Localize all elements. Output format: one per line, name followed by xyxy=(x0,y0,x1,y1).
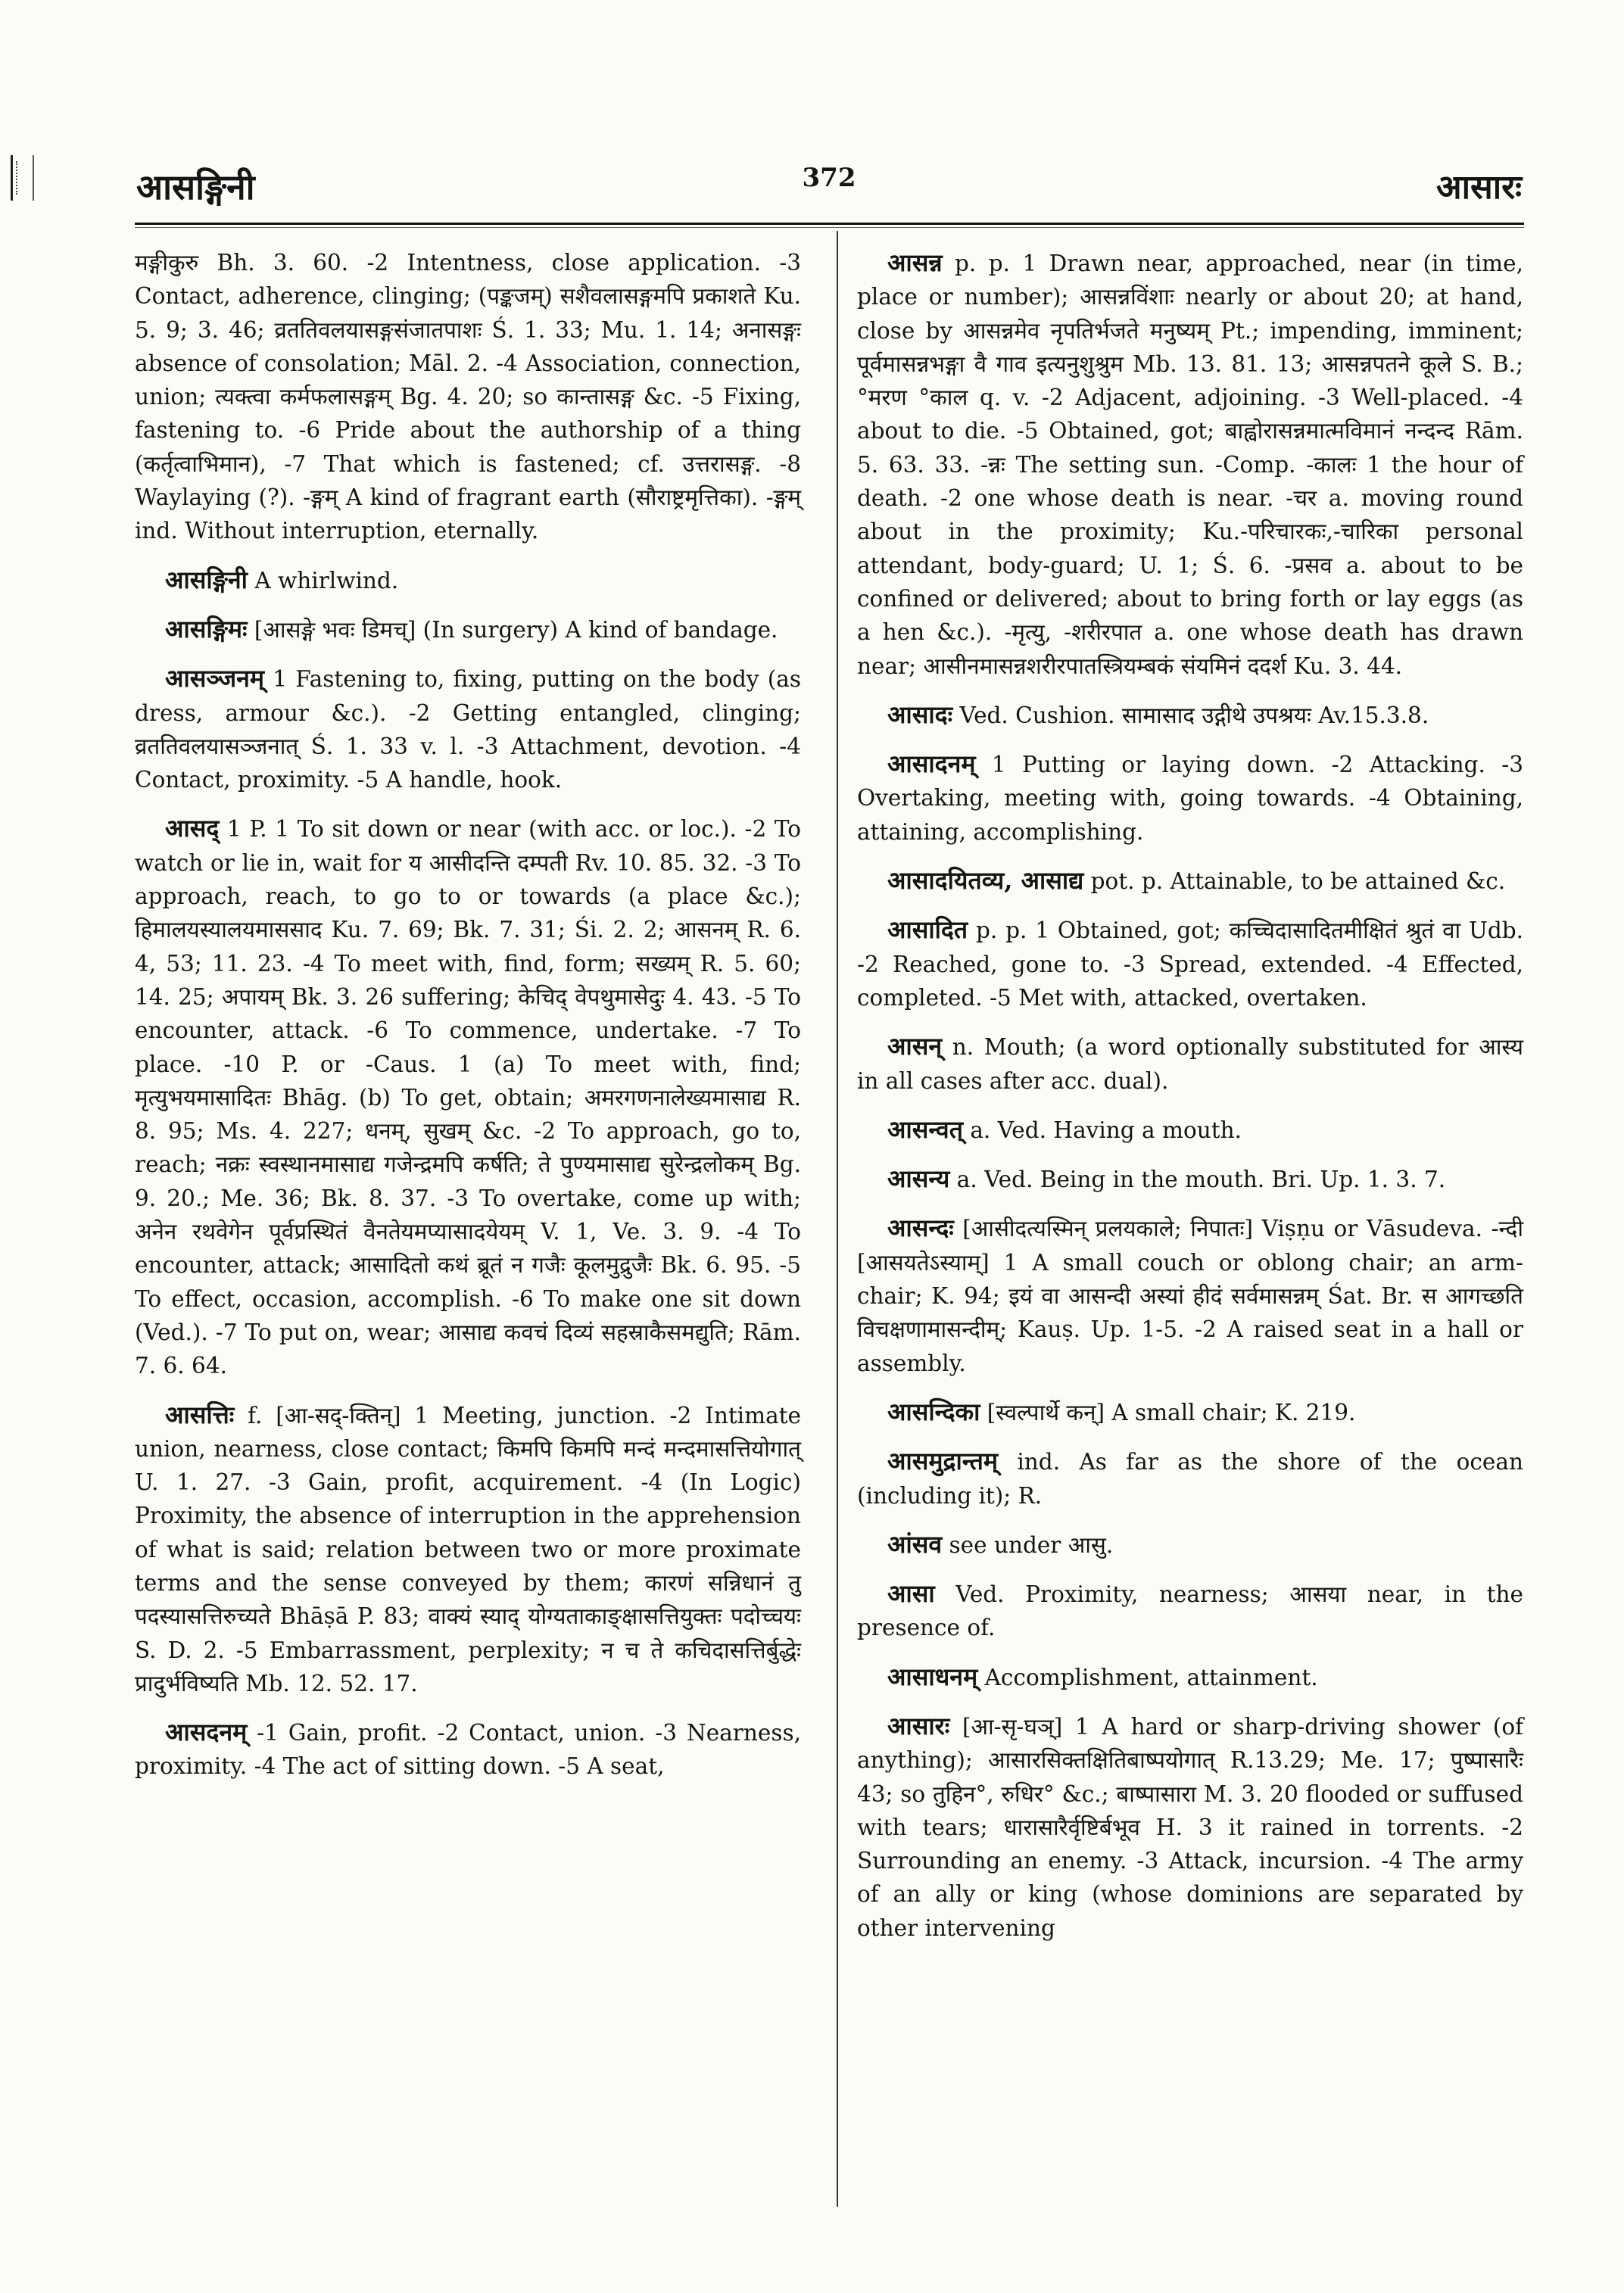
dictionary-entry xyxy=(857,1577,1523,1645)
dictionary-entry xyxy=(135,662,801,796)
dictionary-entry xyxy=(857,1709,1523,1945)
entry-definition: -1 Gain, profit. -2 Contact, union. -3 Nearness, proximity. -4 The act of sitting down. -5 A seat, xyxy=(135,1720,802,1780)
entry-definition: 1 Fastening to, fixing, putting on the body (as dress, armour &c.). -2 Getting entangled, clinging; व्रततिवलयासञ्जनात् Ś. 1. 33 v. l. -3 Attachment, devotion. -4 Contact, proximity. -5 A handle, hook. xyxy=(135,666,801,793)
entry-definition: p. p. 1 Obtained, got; कच्चिदासादितमीक्षितं श्रुतं वा Udb. -2 Reached, gone to. -3 Spread, extended. -4 Effected, completed. -5 Met with, attacked, overtaken. xyxy=(857,918,1523,1011)
column-divider xyxy=(837,231,838,2207)
entry-headword: आसन्वत् xyxy=(887,1114,963,1144)
entry-headword: आसङ्गिनी xyxy=(165,565,248,594)
entry-definition: Ved. Cushion. सामासाद उद्गीथे उपश्रयः Av.15.3.8. xyxy=(959,702,1429,728)
entry-definition: [स्वल्पार्थे कन्] A small chair; K. 219. xyxy=(987,1399,1356,1425)
header-left-guideword: आसङ्गिनी xyxy=(136,167,255,207)
entry-headword: आसन्य xyxy=(887,1164,950,1194)
dictionary-entry xyxy=(857,747,1523,849)
entry-headword: आसत्तिः xyxy=(165,1400,235,1429)
entry-definition: pot. p. Attainable, to be attained &c. xyxy=(1090,868,1506,895)
entry-headword: आसा xyxy=(887,1579,935,1609)
left-column xyxy=(135,246,801,1799)
entry-headword: आसादयितव्य, आसाद्य xyxy=(887,866,1084,896)
header-rule xyxy=(135,223,1524,225)
entry-headword: आसाधनम् xyxy=(887,1662,978,1691)
dictionary-entry xyxy=(857,913,1523,1014)
entry-headword: आंसव xyxy=(887,1529,943,1559)
entry-headword: आसादित xyxy=(887,915,968,945)
entry-definition: A whirlwind. xyxy=(254,567,399,594)
dictionary-entry xyxy=(857,1444,1523,1513)
dictionary-entry xyxy=(857,1211,1523,1379)
header-rule-thin xyxy=(135,227,1524,228)
entry-headword: आसन् xyxy=(887,1032,943,1061)
entry-headword: आसदनम् xyxy=(165,1718,248,1747)
page-header xyxy=(136,151,1522,220)
dictionary-entry xyxy=(857,1113,1523,1147)
entry-definition: p. p. 1 Drawn near, approached, near (in time, place or number); आसन्नविंशाः nearly or about 20; at hand, close by आसन्नमेव नृपतिर्भजते मनुष्यम् Pt.; impending, imminent; पूर्वमासन्नभङ्गा वै गाव इत्यनुशुश्रुम Mb. 13. 81. 13; आसन्नपतने कूले S. B.; °मरण °काल q. v. -2 Adjacent, adjoining. -3 Well-placed. -4 about to die. -5 Obtained, got; बाह्वोरासन्नमात्मविमानं नन्दन्द Rām. 5. 63. 33. -न्नः The setting sun. -Comp. -कालः 1 the hour of death. -2 one whose death is near. -चर a. moving round about in the proximity; Ku.-परिचारकः,-चारिका personal attendant, body-guard; U. 1; Ś. 6. -प्रसव a. about to be confined or delivered; about to bring forth or lay eggs (as a hen &c.). -मृत्यु, -शरीरपात a. one whose death has drawn near; आसीनमासन्नशरीरपातस्त्रियम्बकं संयमिनं ददर्श Ku. 3. 44. xyxy=(857,251,1523,679)
entry-headword: आसारः xyxy=(887,1711,950,1740)
entry-definition: Ved. Proximity, nearness; आसया near, in the presence of. xyxy=(857,1581,1523,1641)
dictionary-entry xyxy=(857,1030,1523,1098)
dictionary-entry xyxy=(857,698,1523,732)
entry-definition: मङ्गीकुरु Bh. 3. 60. -2 Intentness, close application. -3 Contact, adherence, clinging; (पङ्कजम्) सशैवलासङ्गमपि प्रकाशते Ku. 5. 9; 3. 46; व्रततिवलयासङ्गसंजातपाशः Ś. 1. 33; Mu. 1. 14; अनासङ्गः absence of consolation; Māl. 2. -4 Association, connection, union; त्यक्त्वा कर्मफलासङ्गम् Bg. 4. 20; so कान्तासङ्ग &c. -5 Fixing, fastening to. -6 Pride about the authorship of a thing (कर्तृत्वाभिमान), -7 That which is fastened; cf. उत्तरासङ्ग. -8 Waylaying (?). -ङ्गम् A kind of fragrant earth (सौराष्ट्रमृत्तिका). -ङ्गम् ind. Without interruption, eternally. xyxy=(135,250,801,544)
entry-headword: आसद् xyxy=(165,814,220,843)
entry-definition: [आसीदत्यस्मिन् प्रलयकाले; निपातः] Viṣṇu or Vāsudeva. -न्दी [आसयतेऽस्याम्] 1 A small couch or oblong chair; an arm-chair; K. 94; इयं वा आसन्दी अस्यां हीदं सर्वमासन्नम् Śat. Br. स आगच्छति विचक्षणामासन्दीम्; Kauṣ. Up. 1-5. -2 A raised seat in a hall or assembly. xyxy=(857,1216,1523,1376)
page-number: 372 xyxy=(802,163,856,193)
dictionary-entry xyxy=(135,563,801,597)
binding-margin-mark xyxy=(11,155,34,201)
dictionary-entry xyxy=(135,812,801,1382)
dictionary-entry xyxy=(857,1660,1523,1694)
entry-definition: see under आसु. xyxy=(949,1531,1114,1558)
entry-definition: a. Ved. Having a mouth. xyxy=(970,1117,1242,1143)
entry-headword: आसञ्जनम् xyxy=(165,664,264,693)
entry-definition: a. Ved. Being in the mouth. Bri. Up. 1. 3. 7. xyxy=(956,1167,1446,1193)
entry-definition: ind. As far as the shore of the ocean (including it); R. xyxy=(857,1449,1523,1509)
entry-definition: Accomplishment, attainment. xyxy=(984,1664,1318,1690)
entry-definition: [आ-सृ-घञ्] 1 A hard or sharp-driving shower (of anything); आसारसिक्तक्षितिबाष्पयोगात् R.13.29; Me. 17; पुष्पासारैः 43; so तुहिन°, रुधिर° &c.; बाष्पासारा M. 3. 20 flooded or suffused with tears; धारासारैर्वृष्टिर्बभूव H. 3 it rained in torrents. -2 Surrounding an enemy. -3 Attack, incursion. -4 The army of an ally or king (whose dominions are separated by other intervening xyxy=(857,1713,1523,1941)
dictionary-entry xyxy=(135,246,801,548)
entry-headword: आसन्न xyxy=(887,248,943,277)
right-column xyxy=(857,246,1523,1960)
entry-headword: आसमुद्रान्तम् xyxy=(887,1447,998,1476)
entry-definition: [आसङ्गे भवः डिमच्] (In surgery) A kind of bandage. xyxy=(254,616,778,643)
dictionary-entry xyxy=(135,612,801,646)
entry-definition: f. [आ-सद्-क्तिन्] 1 Meeting, junction. -2 Intimate union, nearness, close contact; किमपि किमपि मन्दं मन्दमासत्तियोगात् U. 1. 27. -3 Gain, profit, acquirement. -4 (In Logic) Proximity, the absence of interruption in the apprehension of what is said; relation between two or more proximate terms and the sense conveyed by them; कारणं सन्निधानं तु पदस्यासत्तिरुच्यते Bhāṣā P. 83; वाक्यं स्याद् योग्यताकाङ्क्षासत्तियुक्तः पदोच्चयः S. D. 2. -5 Embarrassment, perplexity; न च ते कचिदासत्तिर्बुद्धेः प्रादुर्भविष्यति Mb. 12. 52. 17. xyxy=(135,1402,801,1696)
dictionary-entry xyxy=(135,1398,801,1701)
dictionary-entry xyxy=(857,864,1523,898)
entry-definition: n. Mouth; (a word optionally substituted for आस्य in all cases after acc. dual). xyxy=(857,1034,1523,1094)
entry-headword: आसादः xyxy=(887,699,953,729)
dictionary-entry xyxy=(135,1715,801,1784)
dictionary-entry xyxy=(857,246,1523,683)
header-right-guideword: आसारः xyxy=(1436,168,1522,207)
entry-headword: आसादनम् xyxy=(887,749,976,779)
dictionary-entry xyxy=(857,1528,1523,1562)
entry-definition: 1 P. 1 To sit down or near (with acc. or loc.). -2 To watch or lie in, wait for य आसीदन्ति दम्पती Rv. 10. 85. 32. -3 To approach, reach, to go to or towards (a place &c.); हिमालयस्यालयमाससाद Ku. 7. 69; Bk. 7. 31; Śi. 2. 2; आसनम् R. 6. 4, 53; 11. 23. -4 To meet with, find, form; सख्यम् R. 5. 60; 14. 25; अपायम् Bk. 3. 26 suffering; केचिद् वेपथुमासेदुः 4. 43. -5 To encounter, attack. -6 To commence, undertake. -7 To place. -10 P. or -Caus. 1 (a) To meet with, find; मृत्युभयमासादितः Bhāg. (b) To get, obtain; अमरगणनालेख्यमासाद्य R. 8. 95; Ms. 4. 227; धनम्, सुखम् &c. -2 To approach, go to, reach; नक्रः स्वस्थानमासाद्य गजेन्द्रमपि कर्षति; ते पुण्यमासाद्य सुरेन्द्रलोकम् Bg. 9. 20.; Me. 36; Bk. 8. 37. -3 To overtake, come up with; अनेन रथवेगेन पूर्वप्रस्थितं वैनतेयमप्यासादयेयम् V. 1, Ve. 3. 9. -4 To encounter, attack; आसादितो कथं ब्रूतं न गजैः कूलमुद्रुजैः Bk. 6. 95. -5 To effect, occasion, accomplish. -6 To make one sit down (Ved.). -7 To put on, wear; आसाद्य कवचं दिव्यं सहस्राकैसमद्युति; Rām. 7. 6. 64. xyxy=(135,816,801,1379)
entry-definition: 1 Putting or laying down. -2 Attacking. -3 Overtaking, meeting with, going towards. -4 Obtaining, attaining, accomplishing. xyxy=(857,752,1523,845)
entry-headword: आसङ्गिमः xyxy=(165,614,248,643)
entry-headword: आसन्दिका xyxy=(887,1397,980,1426)
dictionary-entry xyxy=(857,1162,1523,1196)
dictionary-entry xyxy=(857,1395,1523,1429)
entry-headword: आसन्दः xyxy=(887,1213,954,1243)
